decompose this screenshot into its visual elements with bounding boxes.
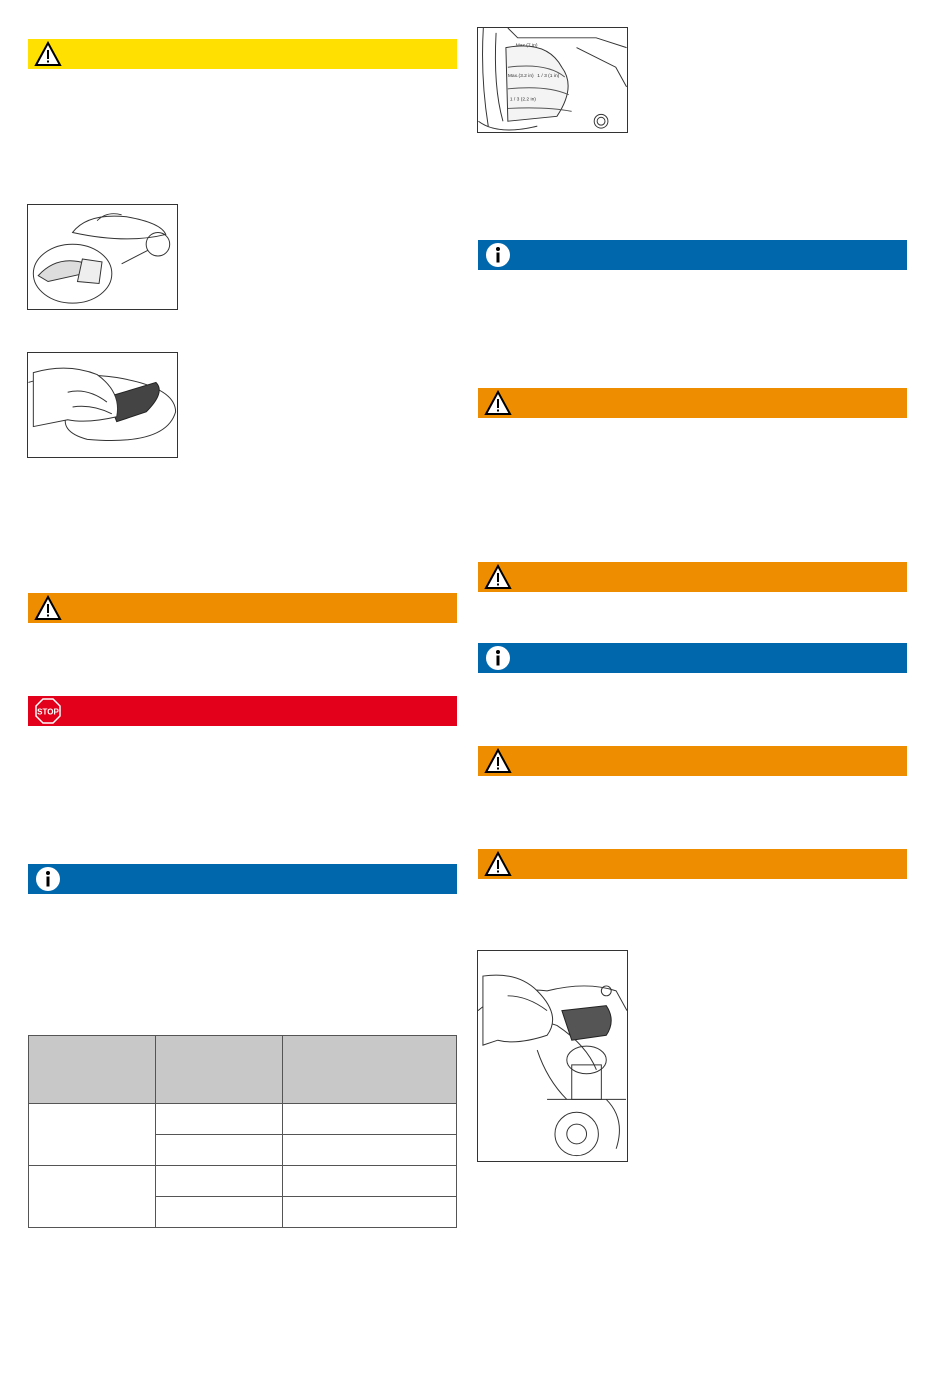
warning-triangle-icon [484, 564, 512, 590]
gauge-label: Max.(3.2 in) [507, 74, 534, 80]
notice-bar [478, 643, 907, 673]
warning-bar [478, 849, 907, 879]
notice-bar [478, 240, 907, 270]
notice-bar [28, 864, 457, 894]
mower-underside-cleaning-illustration [477, 950, 628, 1162]
mower-blade-detail-illustration [27, 204, 178, 310]
table-cell [283, 1104, 457, 1135]
caution-bar [28, 39, 457, 69]
warning-triangle-icon [34, 595, 62, 621]
gauge-label: 1 / 3 (2.2 in) [509, 97, 536, 103]
info-icon [34, 866, 62, 892]
table-cell [156, 1104, 283, 1135]
table-cell [29, 1166, 156, 1228]
table-header-cell [29, 1036, 156, 1104]
gauge-label: 1 / 3 (1 in) [537, 74, 560, 80]
table-header-cell [156, 1036, 283, 1104]
table-cell [283, 1166, 457, 1197]
warning-bar [478, 746, 907, 776]
stop-sign-label: STOP [37, 707, 59, 717]
table-header-cell [283, 1036, 457, 1104]
warning-bar [478, 562, 907, 592]
spec-table [28, 1035, 457, 1228]
warning-triangle-icon [484, 851, 512, 877]
table-cell [29, 1104, 156, 1166]
hand-removing-grass-illustration [27, 352, 178, 458]
table-cell [283, 1197, 457, 1228]
warning-bar [478, 388, 907, 418]
info-icon [484, 645, 512, 671]
gauge-label: Max.(7 in) [515, 43, 538, 49]
warning-bar [28, 593, 457, 623]
cutting-height-gauge-illustration [477, 27, 628, 133]
warning-triangle-icon [484, 390, 512, 416]
table-header-row [29, 1036, 457, 1104]
table-row [29, 1104, 457, 1135]
danger-bar [28, 696, 457, 726]
warning-triangle-icon [484, 748, 512, 774]
warning-triangle-icon [34, 41, 62, 67]
table-cell [283, 1135, 457, 1166]
stop-sign-icon [34, 698, 62, 724]
info-icon [484, 242, 512, 268]
table-row [29, 1166, 457, 1197]
table-cell [156, 1197, 283, 1228]
table-cell [156, 1135, 283, 1166]
table-cell [156, 1166, 283, 1197]
